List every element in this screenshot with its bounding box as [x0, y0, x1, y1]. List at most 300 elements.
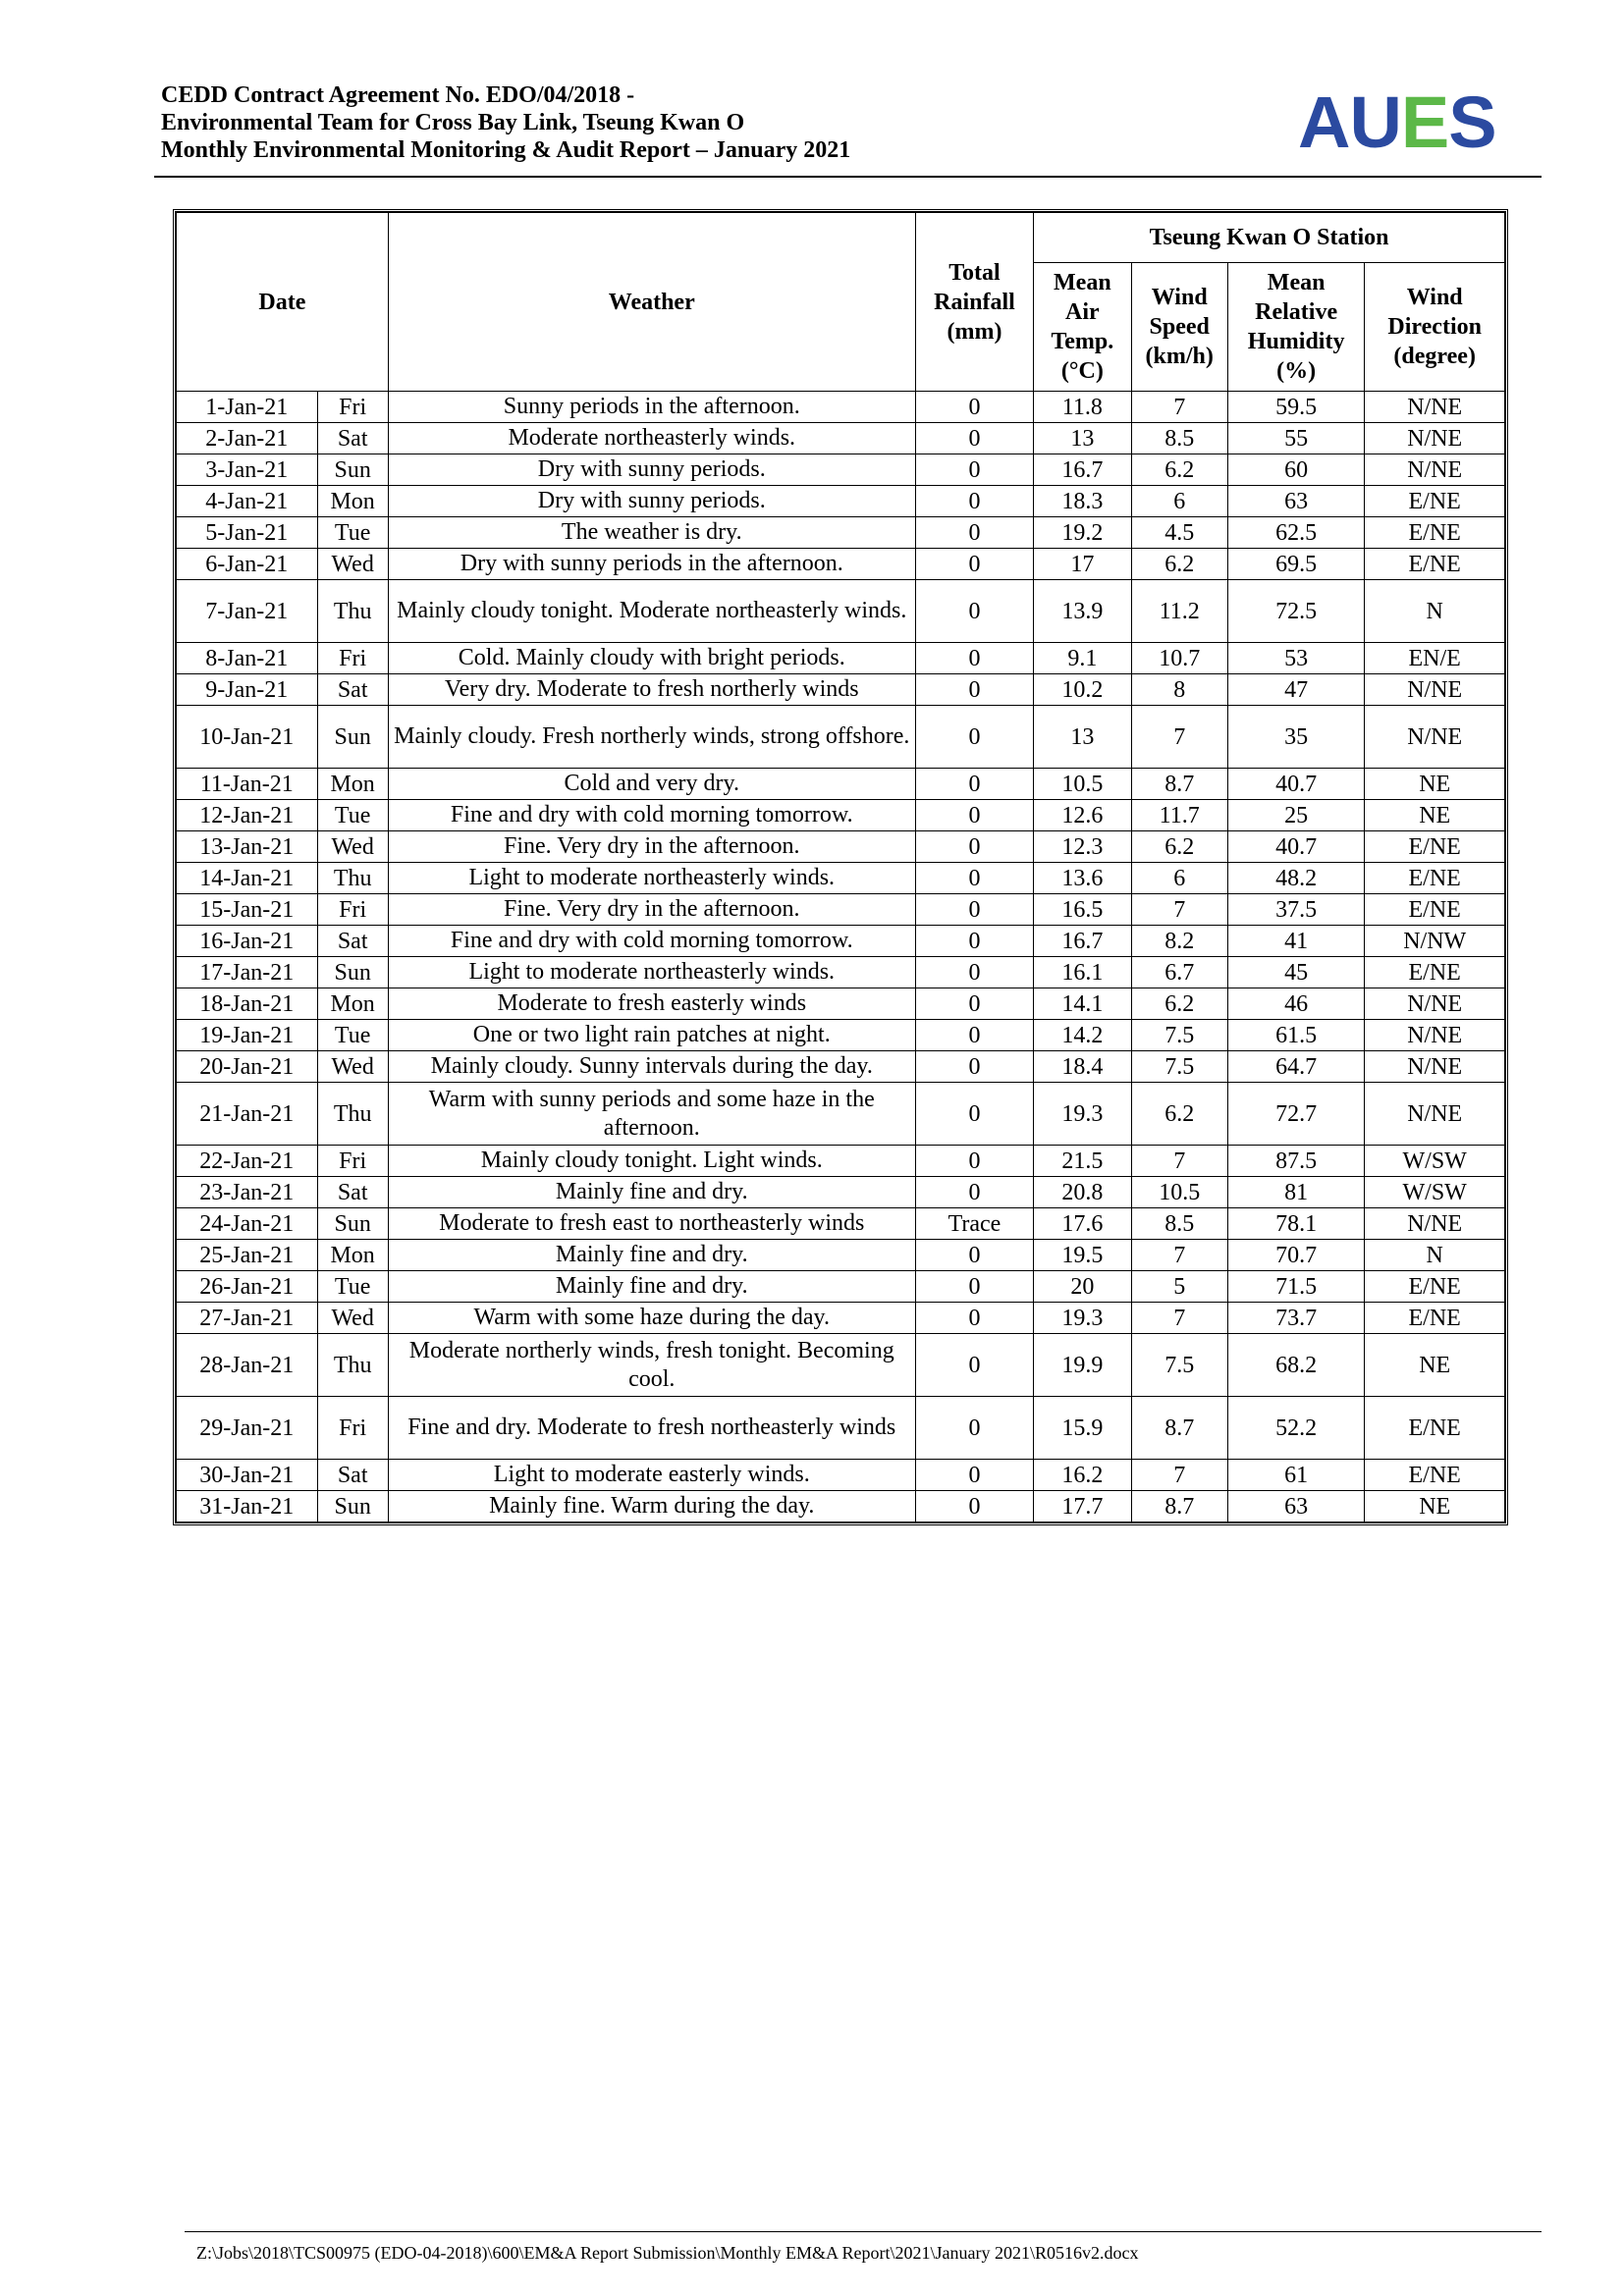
table-row [177, 1146, 1505, 1177]
wind-direction-cell: E/NE [1365, 1460, 1505, 1491]
rainfall-cell: 0 [915, 580, 1033, 643]
wind-speed-cell: 8.5 [1131, 1208, 1227, 1240]
date-cell: 5-Jan-21 [177, 517, 318, 549]
report-title: Monthly Environmental Monitoring & Audit Report – January 2021 [161, 137, 851, 163]
day-cell: Tue [317, 800, 388, 831]
temp-cell: 17 [1034, 549, 1131, 580]
wind-direction-cell: E/NE [1365, 1271, 1505, 1303]
temp-cell: 13.6 [1034, 863, 1131, 894]
day-cell: Sun [317, 957, 388, 988]
wind-direction-cell: E/NE [1365, 486, 1505, 517]
wind-speed-cell: 6.2 [1131, 988, 1227, 1020]
temp-cell: 19.5 [1034, 1240, 1131, 1271]
day-cell: Sun [317, 1491, 388, 1522]
day-cell: Wed [317, 831, 388, 863]
date-cell: 27-Jan-21 [177, 1303, 318, 1334]
header-temp: Mean Air Temp. (°C) [1034, 263, 1131, 392]
humidity-cell: 73.7 [1227, 1303, 1365, 1334]
temp-cell: 15.9 [1034, 1397, 1131, 1460]
weather-cell: The weather is dry. [388, 517, 915, 549]
header-rainfall: Total Rainfall (mm) [915, 213, 1033, 392]
wind-speed-cell: 6 [1131, 486, 1227, 517]
date-cell: 22-Jan-21 [177, 1146, 318, 1177]
day-cell: Sun [317, 454, 388, 486]
day-cell: Thu [317, 863, 388, 894]
date-cell: 4-Jan-21 [177, 486, 318, 517]
rainfall-cell: 0 [915, 1083, 1033, 1146]
humidity-cell: 61.5 [1227, 1020, 1365, 1051]
date-cell: 30-Jan-21 [177, 1460, 318, 1491]
table-row [177, 1177, 1505, 1208]
wind-direction-cell: E/NE [1365, 957, 1505, 988]
table-row [177, 1491, 1505, 1522]
wind-direction-cell: N/NE [1365, 392, 1505, 423]
table-row [177, 1020, 1505, 1051]
date-cell: 3-Jan-21 [177, 454, 318, 486]
header-date: Date [177, 213, 389, 392]
temp-cell: 20 [1034, 1271, 1131, 1303]
weather-cell: Dry with sunny periods in the afternoon. [388, 549, 915, 580]
table-row [177, 486, 1505, 517]
humidity-cell: 64.7 [1227, 1051, 1365, 1083]
temp-cell: 16.7 [1034, 454, 1131, 486]
temp-cell: 10.5 [1034, 769, 1131, 800]
date-cell: 24-Jan-21 [177, 1208, 318, 1240]
wind-speed-cell: 11.2 [1131, 580, 1227, 643]
date-cell: 20-Jan-21 [177, 1051, 318, 1083]
wind-direction-cell: W/SW [1365, 1146, 1505, 1177]
table-row [177, 549, 1505, 580]
wind-direction-cell: N/NE [1365, 1051, 1505, 1083]
rainfall-cell: Trace [915, 1208, 1033, 1240]
wind-speed-cell: 7 [1131, 392, 1227, 423]
humidity-cell: 35 [1227, 706, 1365, 769]
humidity-cell: 53 [1227, 643, 1365, 674]
table-row [177, 643, 1505, 674]
wind-speed-cell: 7 [1131, 1303, 1227, 1334]
temp-cell: 12.6 [1034, 800, 1131, 831]
temp-cell: 11.8 [1034, 392, 1131, 423]
temp-cell: 18.4 [1034, 1051, 1131, 1083]
rainfall-cell: 0 [915, 1020, 1033, 1051]
table-row [177, 1271, 1505, 1303]
header-wind-direction: Wind Direction (degree) [1365, 263, 1505, 392]
date-cell: 23-Jan-21 [177, 1177, 318, 1208]
day-cell: Fri [317, 894, 388, 926]
rainfall-cell: 0 [915, 1177, 1033, 1208]
weather-cell: Fine. Very dry in the afternoon. [388, 894, 915, 926]
rainfall-cell: 0 [915, 863, 1033, 894]
header-wind-speed: Wind Speed (km/h) [1131, 263, 1227, 392]
wind-speed-cell: 7 [1131, 706, 1227, 769]
table-row [177, 423, 1505, 454]
wind-direction-cell: EN/E [1365, 643, 1505, 674]
temp-cell: 19.9 [1034, 1334, 1131, 1397]
header-weather: Weather [388, 213, 915, 392]
rainfall-cell: 0 [915, 1051, 1033, 1083]
wind-speed-cell: 6 [1131, 863, 1227, 894]
wind-speed-cell: 8.7 [1131, 769, 1227, 800]
day-cell: Sat [317, 926, 388, 957]
logo-part-s: S [1448, 81, 1496, 163]
rainfall-cell: 0 [915, 1240, 1033, 1271]
humidity-cell: 59.5 [1227, 392, 1365, 423]
weather-cell: Moderate northerly winds, fresh tonight. Becoming cool. [388, 1334, 915, 1397]
date-cell: 2-Jan-21 [177, 423, 318, 454]
temp-cell: 21.5 [1034, 1146, 1131, 1177]
wind-direction-cell: E/NE [1365, 1303, 1505, 1334]
table-row [177, 1303, 1505, 1334]
day-cell: Fri [317, 1397, 388, 1460]
temp-cell: 14.1 [1034, 988, 1131, 1020]
temp-cell: 17.7 [1034, 1491, 1131, 1522]
header-humidity: Mean Relative Humidity (%) [1227, 263, 1365, 392]
wind-direction-cell: N/NE [1365, 988, 1505, 1020]
weather-cell: Sunny periods in the afternoon. [388, 392, 915, 423]
table-row [177, 392, 1505, 423]
date-cell: 29-Jan-21 [177, 1397, 318, 1460]
humidity-cell: 63 [1227, 486, 1365, 517]
humidity-cell: 40.7 [1227, 831, 1365, 863]
humidity-cell: 25 [1227, 800, 1365, 831]
temp-cell: 19.3 [1034, 1303, 1131, 1334]
wind-speed-cell: 10.5 [1131, 1177, 1227, 1208]
weather-table-frame [173, 209, 1508, 1525]
weather-table-body [177, 392, 1505, 1522]
temp-cell: 16.1 [1034, 957, 1131, 988]
table-row [177, 674, 1505, 706]
day-cell: Tue [317, 517, 388, 549]
day-cell: Sun [317, 1208, 388, 1240]
humidity-cell: 55 [1227, 423, 1365, 454]
day-cell: Mon [317, 769, 388, 800]
temp-cell: 16.7 [1034, 926, 1131, 957]
temp-cell: 13.9 [1034, 580, 1131, 643]
wind-speed-cell: 6.2 [1131, 549, 1227, 580]
rainfall-cell: 0 [915, 988, 1033, 1020]
date-cell: 26-Jan-21 [177, 1271, 318, 1303]
table-row [177, 1083, 1505, 1146]
wind-speed-cell: 11.7 [1131, 800, 1227, 831]
wind-direction-cell: W/SW [1365, 1177, 1505, 1208]
rainfall-cell: 0 [915, 674, 1033, 706]
wind-direction-cell: NE [1365, 800, 1505, 831]
wind-speed-cell: 7.5 [1131, 1051, 1227, 1083]
table-row [177, 706, 1505, 769]
weather-cell: Mainly fine and dry. [388, 1271, 915, 1303]
humidity-cell: 72.5 [1227, 580, 1365, 643]
wind-speed-cell: 6.7 [1131, 957, 1227, 988]
weather-cell: Mainly fine and dry. [388, 1177, 915, 1208]
wind-speed-cell: 5 [1131, 1271, 1227, 1303]
day-cell: Thu [317, 580, 388, 643]
wind-speed-cell: 4.5 [1131, 517, 1227, 549]
day-cell: Wed [317, 549, 388, 580]
temp-cell: 13 [1034, 706, 1131, 769]
table-row [177, 1208, 1505, 1240]
humidity-cell: 69.5 [1227, 549, 1365, 580]
rainfall-cell: 0 [915, 1303, 1033, 1334]
wind-speed-cell: 10.7 [1131, 643, 1227, 674]
day-cell: Fri [317, 1146, 388, 1177]
weather-cell: Moderate northeasterly winds. [388, 423, 915, 454]
wind-speed-cell: 7 [1131, 1240, 1227, 1271]
date-cell: 18-Jan-21 [177, 988, 318, 1020]
date-cell: 7-Jan-21 [177, 580, 318, 643]
rainfall-cell: 0 [915, 1271, 1033, 1303]
logo-part-au: AU [1298, 81, 1401, 163]
weather-cell: Light to moderate northeasterly winds. [388, 957, 915, 988]
wind-direction-cell: N [1365, 1240, 1505, 1271]
day-cell: Mon [317, 1240, 388, 1271]
rainfall-cell: 0 [915, 706, 1033, 769]
temp-cell: 19.2 [1034, 517, 1131, 549]
weather-cell: Fine and dry with cold morning tomorrow. [388, 926, 915, 957]
date-cell: 12-Jan-21 [177, 800, 318, 831]
wind-direction-cell: E/NE [1365, 863, 1505, 894]
rainfall-cell: 0 [915, 392, 1033, 423]
rainfall-cell: 0 [915, 486, 1033, 517]
temp-cell: 16.5 [1034, 894, 1131, 926]
weather-cell: Dry with sunny periods. [388, 486, 915, 517]
date-cell: 19-Jan-21 [177, 1020, 318, 1051]
weather-cell: Fine and dry. Moderate to fresh northeasterly winds [388, 1397, 915, 1460]
date-cell: 13-Jan-21 [177, 831, 318, 863]
rainfall-cell: 0 [915, 517, 1033, 549]
temp-cell: 14.2 [1034, 1020, 1131, 1051]
table-row [177, 1397, 1505, 1460]
date-cell: 15-Jan-21 [177, 894, 318, 926]
day-cell: Mon [317, 486, 388, 517]
header-divider [154, 176, 1542, 178]
table-row [177, 800, 1505, 831]
wind-direction-cell: NE [1365, 769, 1505, 800]
date-cell: 11-Jan-21 [177, 769, 318, 800]
contract-title: CEDD Contract Agreement No. EDO/04/2018 - [161, 82, 635, 108]
day-cell: Sat [317, 674, 388, 706]
rainfall-cell: 0 [915, 643, 1033, 674]
rainfall-cell: 0 [915, 831, 1033, 863]
date-cell: 14-Jan-21 [177, 863, 318, 894]
rainfall-cell: 0 [915, 1491, 1033, 1522]
day-cell: Fri [317, 392, 388, 423]
aues-logo [1298, 81, 1496, 163]
rainfall-cell: 0 [915, 423, 1033, 454]
day-cell: Sat [317, 1177, 388, 1208]
humidity-cell: 78.1 [1227, 1208, 1365, 1240]
rainfall-cell: 0 [915, 1146, 1033, 1177]
humidity-cell: 87.5 [1227, 1146, 1365, 1177]
humidity-cell: 60 [1227, 454, 1365, 486]
wind-speed-cell: 7 [1131, 1460, 1227, 1491]
date-cell: 16-Jan-21 [177, 926, 318, 957]
table-row [177, 1051, 1505, 1083]
rainfall-cell: 0 [915, 1460, 1033, 1491]
day-cell: Fri [317, 643, 388, 674]
table-row [177, 1334, 1505, 1397]
weather-cell: Mainly cloudy. Fresh northerly winds, strong offshore. [388, 706, 915, 769]
day-cell: Tue [317, 1020, 388, 1051]
day-cell: Wed [317, 1303, 388, 1334]
wind-direction-cell: E/NE [1365, 1397, 1505, 1460]
file-path: Z:\Jobs\2018\TCS00975 (EDO-04-2018)\600\EM&A Report Submission\Monthly EM&A Report\2021\January 2021\R0516v2.docx [196, 2243, 1139, 2263]
weather-cell: Fine. Very dry in the afternoon. [388, 831, 915, 863]
weather-cell: Mainly fine. Warm during the day. [388, 1491, 915, 1522]
rainfall-cell: 0 [915, 926, 1033, 957]
wind-direction-cell: NE [1365, 1491, 1505, 1522]
humidity-cell: 46 [1227, 988, 1365, 1020]
humidity-cell: 68.2 [1227, 1334, 1365, 1397]
wind-direction-cell: E/NE [1365, 517, 1505, 549]
day-cell: Wed [317, 1051, 388, 1083]
weather-cell: Cold and very dry. [388, 769, 915, 800]
date-cell: 1-Jan-21 [177, 392, 318, 423]
table-row [177, 894, 1505, 926]
humidity-cell: 71.5 [1227, 1271, 1365, 1303]
day-cell: Sat [317, 1460, 388, 1491]
weather-table [176, 212, 1505, 1522]
date-cell: 28-Jan-21 [177, 1334, 318, 1397]
wind-speed-cell: 8.7 [1131, 1491, 1227, 1522]
rainfall-cell: 0 [915, 800, 1033, 831]
humidity-cell: 81 [1227, 1177, 1365, 1208]
humidity-cell: 40.7 [1227, 769, 1365, 800]
day-cell: Tue [317, 1271, 388, 1303]
humidity-cell: 48.2 [1227, 863, 1365, 894]
weather-cell: Mainly fine and dry. [388, 1240, 915, 1271]
wind-direction-cell: N/NE [1365, 423, 1505, 454]
weather-cell: Light to moderate easterly winds. [388, 1460, 915, 1491]
day-cell: Sun [317, 706, 388, 769]
wind-direction-cell: NE [1365, 1334, 1505, 1397]
weather-cell: Dry with sunny periods. [388, 454, 915, 486]
table-row [177, 517, 1505, 549]
table-row [177, 926, 1505, 957]
wind-direction-cell: N/NE [1365, 1083, 1505, 1146]
temp-cell: 9.1 [1034, 643, 1131, 674]
date-cell: 17-Jan-21 [177, 957, 318, 988]
weather-cell: Moderate to fresh easterly winds [388, 988, 915, 1020]
table-row [177, 769, 1505, 800]
wind-direction-cell: N/NE [1365, 674, 1505, 706]
temp-cell: 18.3 [1034, 486, 1131, 517]
weather-cell: Mainly cloudy tonight. Light winds. [388, 1146, 915, 1177]
humidity-cell: 61 [1227, 1460, 1365, 1491]
team-title: Environmental Team for Cross Bay Link, Tseung Kwan O [161, 110, 745, 135]
day-cell: Thu [317, 1083, 388, 1146]
temp-cell: 13 [1034, 423, 1131, 454]
temp-cell: 17.6 [1034, 1208, 1131, 1240]
temp-cell: 12.3 [1034, 831, 1131, 863]
temp-cell: 20.8 [1034, 1177, 1131, 1208]
weather-cell: Warm with sunny periods and some haze in the afternoon. [388, 1083, 915, 1146]
date-cell: 10-Jan-21 [177, 706, 318, 769]
wind-direction-cell: N/NE [1365, 454, 1505, 486]
date-cell: 9-Jan-21 [177, 674, 318, 706]
rainfall-cell: 0 [915, 454, 1033, 486]
table-row [177, 454, 1505, 486]
rainfall-cell: 0 [915, 769, 1033, 800]
wind-direction-cell: N [1365, 580, 1505, 643]
table-row [177, 957, 1505, 988]
wind-direction-cell: E/NE [1365, 894, 1505, 926]
table-row [177, 1240, 1505, 1271]
date-cell: 6-Jan-21 [177, 549, 318, 580]
date-cell: 25-Jan-21 [177, 1240, 318, 1271]
wind-speed-cell: 8.7 [1131, 1397, 1227, 1460]
temp-cell: 19.3 [1034, 1083, 1131, 1146]
header-station: Tseung Kwan O Station [1034, 213, 1505, 263]
weather-cell: Fine and dry with cold morning tomorrow. [388, 800, 915, 831]
wind-speed-cell: 8.2 [1131, 926, 1227, 957]
humidity-cell: 47 [1227, 674, 1365, 706]
temp-cell: 16.2 [1034, 1460, 1131, 1491]
humidity-cell: 72.7 [1227, 1083, 1365, 1146]
wind-direction-cell: N/NE [1365, 706, 1505, 769]
humidity-cell: 62.5 [1227, 517, 1365, 549]
table-row [177, 580, 1505, 643]
wind-speed-cell: 7 [1131, 1146, 1227, 1177]
weather-cell: Cold. Mainly cloudy with bright periods. [388, 643, 915, 674]
rainfall-cell: 0 [915, 894, 1033, 926]
humidity-cell: 52.2 [1227, 1397, 1365, 1460]
wind-direction-cell: E/NE [1365, 831, 1505, 863]
humidity-cell: 45 [1227, 957, 1365, 988]
weather-cell: Moderate to fresh east to northeasterly winds [388, 1208, 915, 1240]
weather-cell: Mainly cloudy tonight. Moderate northeasterly winds. [388, 580, 915, 643]
weather-cell: Light to moderate northeasterly winds. [388, 863, 915, 894]
table-row [177, 863, 1505, 894]
day-cell: Mon [317, 988, 388, 1020]
day-cell: Sat [317, 423, 388, 454]
date-cell: 31-Jan-21 [177, 1491, 318, 1522]
logo-part-e: E [1400, 81, 1449, 163]
humidity-cell: 37.5 [1227, 894, 1365, 926]
table-row [177, 1460, 1505, 1491]
wind-speed-cell: 7 [1131, 894, 1227, 926]
wind-speed-cell: 6.2 [1131, 454, 1227, 486]
wind-speed-cell: 8.5 [1131, 423, 1227, 454]
wind-direction-cell: N/NE [1365, 1208, 1505, 1240]
wind-direction-cell: N/NE [1365, 1020, 1505, 1051]
rainfall-cell: 0 [915, 1334, 1033, 1397]
weather-cell: Mainly cloudy. Sunny intervals during the day. [388, 1051, 915, 1083]
humidity-cell: 63 [1227, 1491, 1365, 1522]
rainfall-cell: 0 [915, 549, 1033, 580]
wind-direction-cell: N/NW [1365, 926, 1505, 957]
date-cell: 21-Jan-21 [177, 1083, 318, 1146]
wind-speed-cell: 6.2 [1131, 831, 1227, 863]
humidity-cell: 70.7 [1227, 1240, 1365, 1271]
wind-speed-cell: 7.5 [1131, 1020, 1227, 1051]
table-row [177, 831, 1505, 863]
date-cell: 8-Jan-21 [177, 643, 318, 674]
table-row [177, 988, 1505, 1020]
temp-cell: 10.2 [1034, 674, 1131, 706]
wind-speed-cell: 6.2 [1131, 1083, 1227, 1146]
weather-cell: Warm with some haze during the day. [388, 1303, 915, 1334]
weather-cell: Very dry. Moderate to fresh northerly winds [388, 674, 915, 706]
day-cell: Thu [317, 1334, 388, 1397]
rainfall-cell: 0 [915, 1397, 1033, 1460]
wind-speed-cell: 8 [1131, 674, 1227, 706]
humidity-cell: 41 [1227, 926, 1365, 957]
wind-speed-cell: 7.5 [1131, 1334, 1227, 1397]
weather-cell: One or two light rain patches at night. [388, 1020, 915, 1051]
wind-direction-cell: E/NE [1365, 549, 1505, 580]
rainfall-cell: 0 [915, 957, 1033, 988]
footer-divider [185, 2231, 1542, 2232]
